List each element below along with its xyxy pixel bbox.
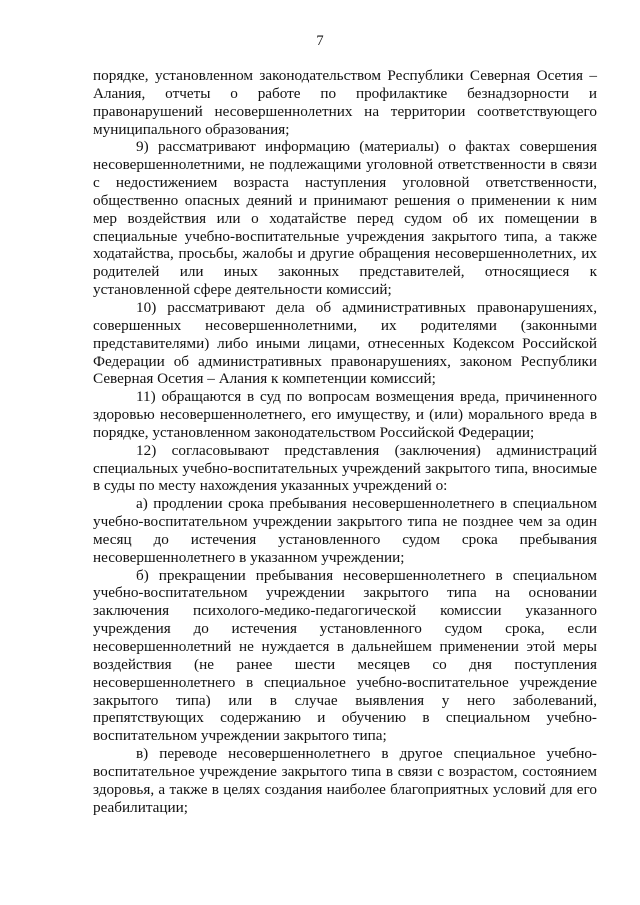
- paragraph-subitem-a: а) продлении срока пребывания несовершеннолетнего в специальном учебно-воспитательном учреждении закрытого типа не позднее чем за один месяц до истечения установленного судом срока пребывания несовершеннолетнего в указанном учреждении;: [93, 495, 597, 566]
- paragraph-item-9: 9) рассматривают информацию (материалы) о фактах совершения несовершеннолетними, не подлежащими уголовной ответственности в связи с недостижением возраста наступления уголовной ответственности, общественно опасных деяний и принимают решения о применении к ним мер воздействия или о ходатайстве перед судом об их помещении в специальные учебно-воспитательные учреждения закрытого типа, а также ходатайства, просьбы, жалобы и другие обращения несовершеннолетних, их родителей или иных законных представителей, относящиеся к установленной сфере деятельности комиссий;: [93, 138, 597, 299]
- page-number: 7: [316, 33, 324, 49]
- document-body: [93, 67, 597, 816]
- paragraph-subitem-b: б) прекращении пребывания несовершеннолетнего в специальном учебно-воспитательном учреждении закрытого типа на основании заключения психолого-медико-педагогической комиссии указанного учреждения до истечения установленного судом срока, если несовершеннолетний не нуждается в дальнейшем применении этой меры воздействия (не ранее шести месяцев со дня поступления несовершеннолетнего в специальное учебно-воспитательное учреждение закрытого типа) или в случае выявления у него заболеваний, препятствующих содержанию и обучению в специальном учебно-воспитательном учреждении закрытого типа;: [93, 566, 597, 745]
- paragraph-subitem-v: в) переводе несовершеннолетнего в другое специальное учебно-воспитательное учреждение закрытого типа в связи с возрастом, состоянием здоровья, а также в целях создания наиболее благоприятных условий для его реабилитации;: [93, 745, 597, 816]
- paragraph-item-12: 12) согласовывают представления (заключения) администраций специальных учебно-воспитательных учреждений закрытого типа, вносимые в суды по месту нахождения указанных учреждений о:: [93, 441, 597, 495]
- paragraph-item-10: 10) рассматривают дела об административных правонарушениях, совершенных несовершеннолетними, их родителями (законными представителями) либо иными лицами, отнесенных Кодексом Российской Федерации об административных правонарушениях, законом Республики Северная Осетия – Алания к компетенции комиссий;: [93, 298, 597, 388]
- paragraph-item-11: 11) обращаются в суд по вопросам возмещения вреда, причиненного здоровью несовершеннолетнего, его имуществу, и (или) морального вреда в порядке, установленном законодательством Российской Федерации;: [93, 388, 597, 441]
- paragraph-continuation: порядке, установленном законодательством Республики Северная Осетия – Алания, отчеты о работе по профилактике безнадзорности и правонарушений несовершеннолетних на территории соответствующего муниципального образования;: [93, 67, 597, 138]
